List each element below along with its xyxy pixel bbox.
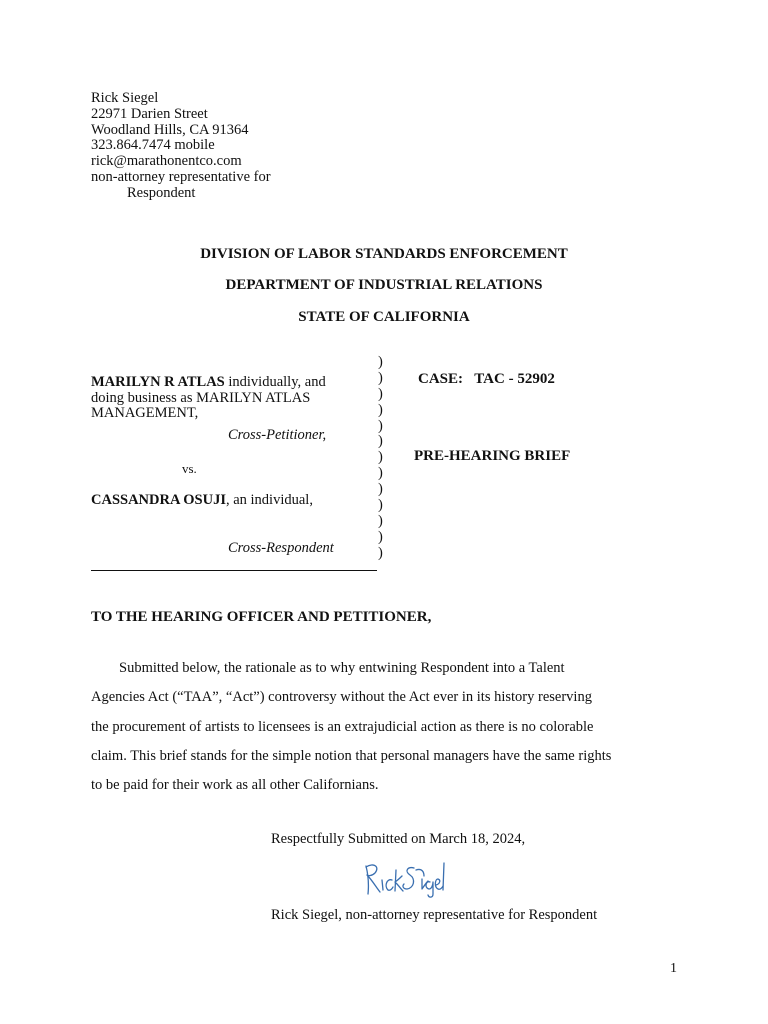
signature-icon: [358, 858, 448, 900]
petitioner-desc-2: doing business as MARILYN ATLAS: [91, 389, 311, 406]
petitioner-desc-1: individually, and: [224, 374, 326, 390]
respondent-desc: , an individual,: [225, 492, 313, 508]
agency-line-1: DIVISION OF LABOR STANDARDS ENFORCEMENT: [200, 246, 568, 262]
case-number-line: [418, 371, 555, 388]
versus-label: vs.: [182, 461, 197, 476]
caption-paren: ): [378, 417, 383, 434]
caption-paren: ): [378, 354, 383, 370]
author-email: rick@marathonentco.com: [91, 153, 242, 170]
author-role-line1: non-attorney representative for: [91, 168, 271, 185]
body-line: to be paid for their work as all other Californians.: [91, 777, 379, 794]
caption-rule: [91, 570, 377, 571]
caption-paren: ): [378, 497, 383, 514]
respondent-name: CASSANDRA OSUJI: [91, 492, 226, 508]
petitioner-desc-3: MANAGEMENT,: [91, 405, 199, 422]
body-paragraph: [91, 654, 691, 800]
caption-paren: ): [378, 528, 383, 545]
case-label: CASE:: [418, 371, 464, 387]
respondent-line: [91, 493, 313, 509]
document-title: PRE-HEARING BRIEF: [414, 448, 571, 464]
body-line: Submitted below, the rationale as to why entwining Respondent into a Talent: [119, 660, 565, 676]
petitioner-role: Cross-Petitioner,: [228, 427, 327, 443]
caption-paren: ): [378, 512, 383, 529]
author-phone: 323.864.7474 mobile: [91, 137, 215, 154]
agency-line-2: DEPARTMENT OF INDUSTRIAL RELATIONS: [225, 277, 543, 293]
page-number: 1: [670, 961, 677, 976]
signature-date-line: Respectfully Submitted on March 18, 2024,: [271, 831, 526, 847]
author-name: Rick Siegel: [91, 90, 159, 106]
respondent-role: Cross-Respondent: [228, 540, 334, 556]
author-role-line2: Respondent: [127, 184, 196, 201]
handwritten-signature: [358, 858, 448, 905]
salutation: TO THE HEARING OFFICER AND PETITIONER,: [91, 609, 432, 625]
caption-paren: ): [378, 481, 383, 498]
caption-paren: ): [378, 401, 383, 418]
body-line: claim. This brief stands for the simple notion that personal managers have the same rights: [91, 747, 612, 764]
petitioner-block: [91, 375, 326, 422]
case-number: TAC - 52902: [474, 371, 555, 387]
author-city: Woodland Hills, CA 91364: [91, 121, 249, 138]
body-line: Agencies Act (“TAA”, “Act”) controversy without the Act ever in its history reserving: [91, 689, 592, 706]
petitioner-name: MARILYN R ATLAS: [91, 374, 225, 390]
author-street: 22971 Darien Street: [91, 105, 208, 122]
caption-paren: ): [378, 385, 383, 402]
caption-paren: ): [378, 544, 383, 561]
caption-paren: ): [378, 433, 383, 450]
body-line: the procurement of artists to licensees is an extrajudicial action as there is no colorable: [91, 718, 594, 735]
caption-paren: ): [378, 369, 383, 386]
caption-paren: ): [378, 449, 383, 466]
caption-paren-column: [378, 355, 383, 562]
caption-paren: ): [378, 465, 383, 482]
signature-name-line: Rick Siegel, non-attorney representative for Respondent: [271, 907, 598, 923]
agency-line-3: STATE OF CALIFORNIA: [298, 309, 470, 325]
author-block: [91, 91, 271, 202]
